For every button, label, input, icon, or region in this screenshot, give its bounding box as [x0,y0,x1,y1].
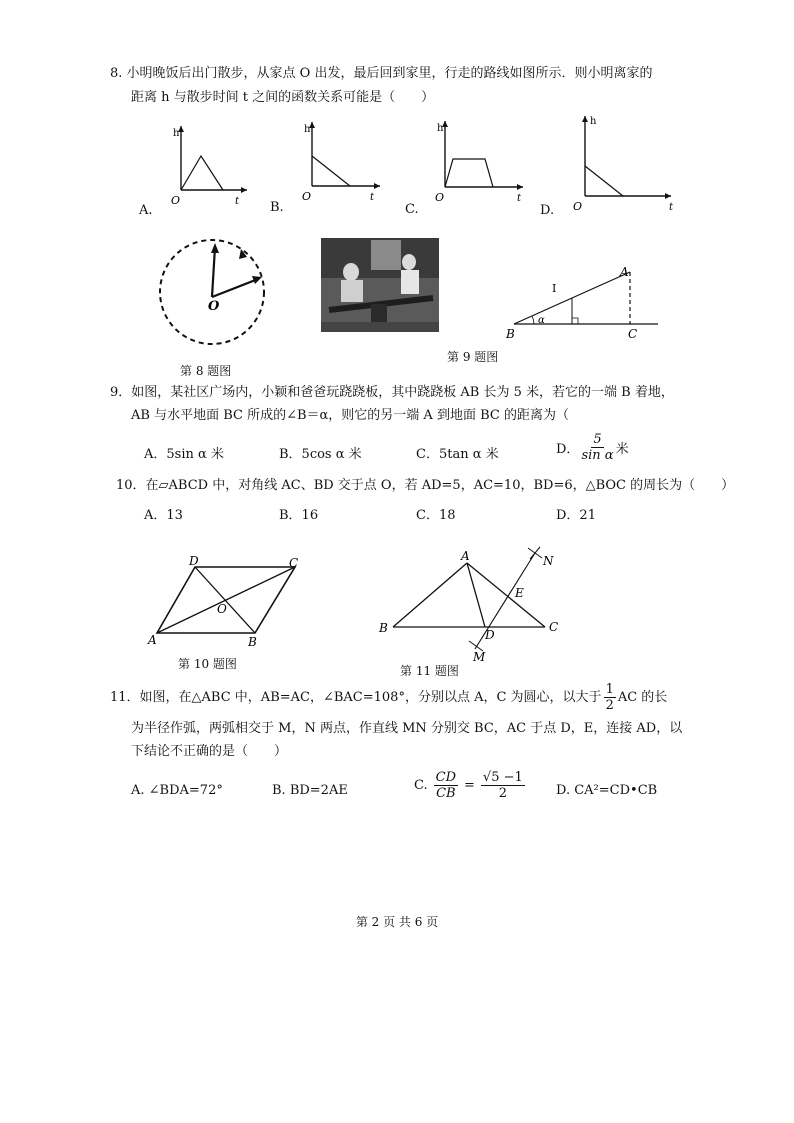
q11-line1-pre: 11．如图，在△ABC 中，AB=AC，∠BAC=108°，分别以点 A，C 为圆心，以大于 [110,689,602,705]
point-a-label: A [148,633,157,647]
q9-option-a: A．5sin α 米 [144,447,224,462]
q9-triangle-figure [500,262,665,342]
q11-option-d: D. CA²=CD•CB [556,783,658,798]
q10-parallelogram-figure [145,553,310,648]
q11-option-c [414,770,525,801]
q8-option-a: A. [139,203,153,218]
q8-line2: 距离 h 与散步时间 t 之间的函数关系可能是（ ） [131,90,435,105]
q11-triangle-figure [375,545,575,665]
q10-line1: 10．在▱ABCD 中，对角线 AC、BD 交于点 O，若 AD=5，AC=10，BD=6，△BOC 的周长为（ ） [116,478,735,493]
fraction-denominator: CB [436,786,456,801]
axis-t-label: t [370,192,375,203]
fraction-denominator: 2 [605,698,614,713]
point-e-label: E [515,586,524,600]
point-a-label: A [620,265,629,279]
axis-t-label: t [235,196,240,207]
origin-label: O [573,200,583,213]
axis-h-label: h [304,124,311,135]
q11-option-a: A. ∠BDA=72° [131,783,223,798]
q8-graph-a [135,120,255,220]
q8-fig-caption: 第 8 题图 [180,364,232,378]
q11-line1 [110,682,667,713]
center-o-label: O [208,299,220,314]
q11-fig-caption: 第 11 题图 [400,664,459,678]
axis-h-label: h [590,116,597,127]
q10-option-a: A．13 [144,508,183,523]
q9-line1: 9．如图，某社区广场内，小颖和爸爸玩跷跷板，其中跷跷板 AB 长为 5 米，若它的一端 B 着地， [110,385,674,400]
q8-option-b: B. [270,200,284,215]
q10-option-c: C．18 [416,508,456,523]
fraction-numerator: √5 −1 [482,770,523,785]
axis-h-label: h [173,128,180,139]
q8-line1: 8. 小明晚饭后出门散步，从家点 O 出发，最后回到家里，行走的路线如图所示．则小明离家的 [110,66,653,81]
q8-option-d: D. [540,203,555,218]
alpha-label: α [538,315,545,326]
equals-sign: = [464,778,475,793]
svg-text:I: I [552,282,557,295]
q11-option-b: B. BD=2AE [272,783,348,798]
q11-golden-ratio-fraction [481,770,525,801]
origin-label: O [302,190,312,203]
axis-h-label: h [437,123,444,134]
point-d-label: D [485,628,495,642]
point-a-label: A [461,549,470,563]
point-b-label: B [379,621,388,635]
q9-fig-caption: 第 9 题图 [447,350,499,364]
fraction-numerator: CD [435,770,456,785]
q11-option-c-prefix: C. [414,778,428,793]
q9-option-b: B．5cos α 米 [279,447,362,462]
q11-line3: 下结论不正确的是（ ） [131,744,288,759]
axis-t-label: t [517,193,522,204]
q10-option-b: B．16 [279,508,319,523]
q11-half-fraction [604,682,616,713]
point-c-label: C [628,327,638,341]
fraction-denominator: 2 [498,786,507,801]
q9-option-d-prefix: D． [556,442,580,457]
q8-option-c: C. [405,202,419,217]
q9-option-d-suffix: 米 [615,442,629,457]
fraction-numerator: 1 [605,682,614,697]
q9-option-d-fraction [579,432,615,463]
q9-option-c: C．5tan α 米 [416,447,499,462]
point-o-label: O [217,602,227,616]
point-b-label: B [248,635,257,648]
q8-graph-c [405,115,530,215]
point-c-label: C [289,556,299,570]
q9-option-d [556,432,629,463]
point-n-label: N [543,554,554,568]
page-footer: 第 2 页 共 6 页 [355,915,439,929]
fraction-denominator: sin α [581,448,614,463]
point-m-label: M [473,650,486,664]
origin-label: O [435,191,445,204]
point-d-label: D [189,554,199,568]
q8-graph-d [545,110,680,220]
q8-graph-b [270,118,390,218]
q9-seesaw-photo [321,238,439,332]
q8-circle-figure [155,235,270,350]
fraction-numerator: 5 [593,432,602,447]
q9-line2: AB 与水平地面 BC 所成的∠B＝α，则它的另一端 A 到地面 BC 的距离为（ [131,408,569,423]
axis-t-label: t [669,202,674,213]
q11-cd-cb-fraction [434,770,458,801]
q11-line2: 为半径作弧，两弧相交于 M，N 两点，作直线 MN 分别交 BC，AC 于点 D，E，连接 AD，以 [131,721,683,736]
origin-label: O [171,194,181,207]
point-b-label: B [506,327,515,341]
q10-fig-caption: 第 10 题图 [178,657,237,671]
point-c-label: C [549,620,559,634]
q10-option-d: D．21 [556,508,596,523]
q11-line1-post: AC 的长 [617,689,668,705]
